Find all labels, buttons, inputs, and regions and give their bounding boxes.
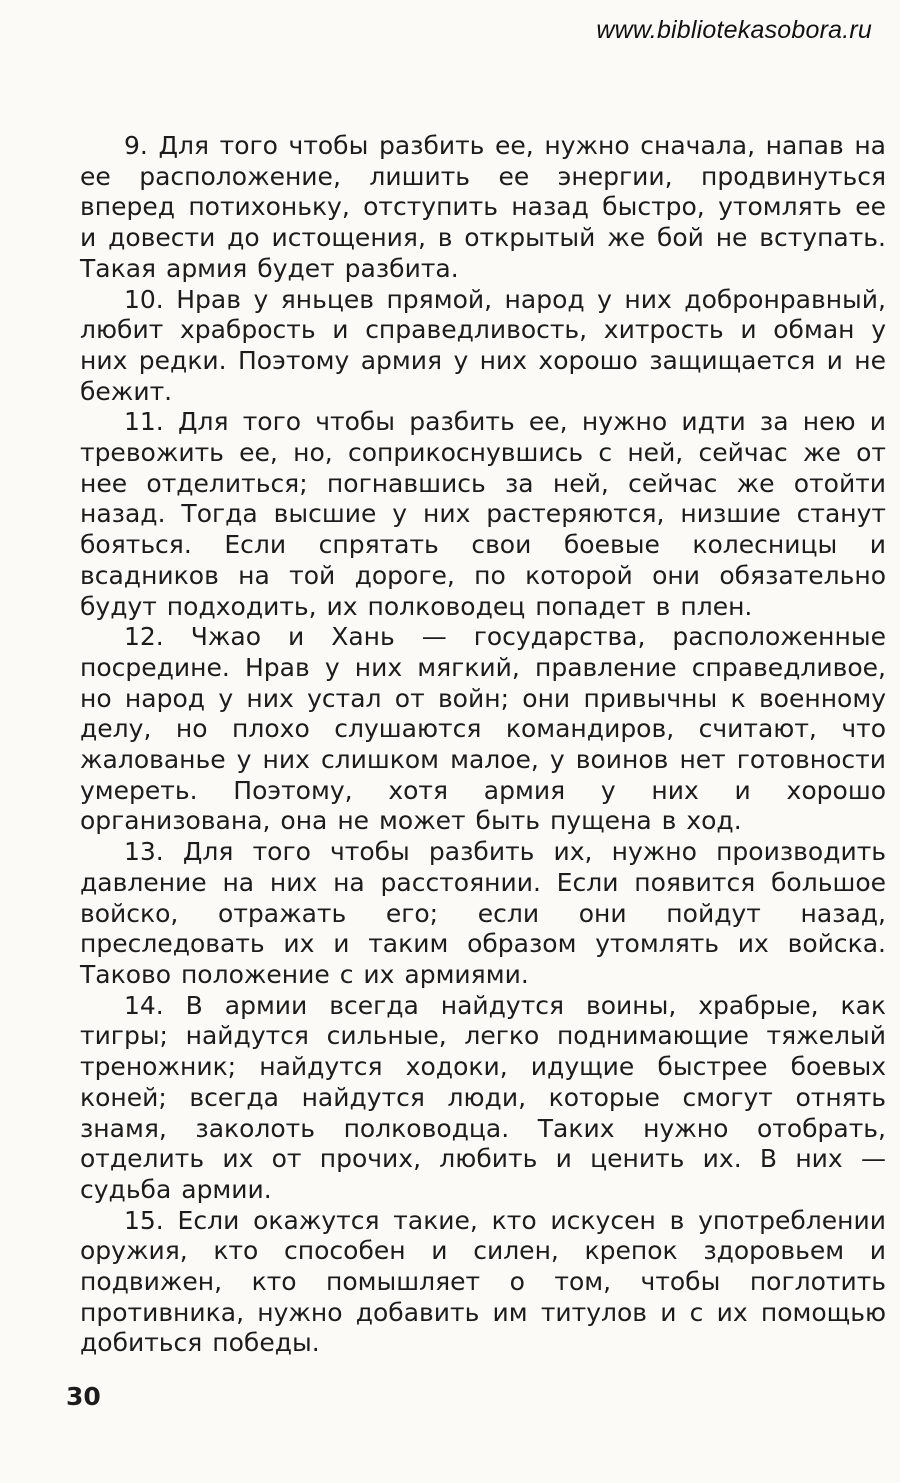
paragraph-11: 11. Для того чтобы разбить ее, нужно идти за нею и тревожить ее, но, соприкоснувшись с ней, сейчас же от нее отделиться; погнавшись за ней, сейчас же отойти назад. Тогда высшие у них растеряются, низшие станут бояться. Если спрятать свои боевые колесницы и всадников на той дороге, по которой они обязательно будут подходить, их полководец попадет в плен.: [80, 407, 886, 621]
paragraph-14: 14. В армии всегда найдутся воины, храбрые, как тигры; найдутся сильные, легко поднимающие тяжелый треножник; найдутся ходоки, идущие быстрее боевых коней; всегда найдутся люди, которые смогут отнять знамя, заколоть полководца. Таких нужно отобрать, отделить их от прочих, любить и ценить их. В них — судьба армии.: [80, 990, 886, 1204]
page-number: 30: [66, 1382, 101, 1411]
body-text: [80, 131, 886, 1359]
paragraph-10: 10. Нрав у яньцев прямой, народ у них добронравный, любит храбрость и справедливость, хитрость и обман у них редки. Поэтому армия у них хорошо защищается и не бежит.: [80, 284, 886, 406]
paragraph-9: 9. Для того чтобы разбить ее, нужно сначала, напав на ее расположение, лишить ее энергии, продвинуться вперед потихоньку, отступить назад быстро, утомлять ее и довести до истощения, в открытый же бой не вступать. Такая армия будет разбита.: [80, 131, 886, 283]
paragraph-12: 12. Чжао и Хань — государства, расположенные посредине. Нрав у них мягкий, правление справедливое, но народ у них устал от войн; они привычны к военному делу, но плохо слушаются командиров, считают, что жалованье у них слишком малое, у воинов нет готовности умереть. Поэтому, хотя армия у них и хорошо организована, она не может быть пущена в ход.: [80, 622, 886, 836]
watermark-url: www.bibliotekasobora.ru: [596, 16, 872, 44]
paragraph-15: 15. Если окажутся такие, кто искусен в употреблении оружия, кто способен и силен, крепок здоровьем и подвижен, кто помышляет о том, чтобы поглотить противника, нужно добавить им титулов и с их помощью добиться победы.: [80, 1205, 886, 1358]
paragraph-13: 13. Для того чтобы разбить их, нужно производить давление на них на расстоянии. Если появится большое войско, отражать его; если они пойдут назад, преследовать их и таким образом утомлять их войска. Таково положение с их армиями.: [80, 837, 886, 989]
